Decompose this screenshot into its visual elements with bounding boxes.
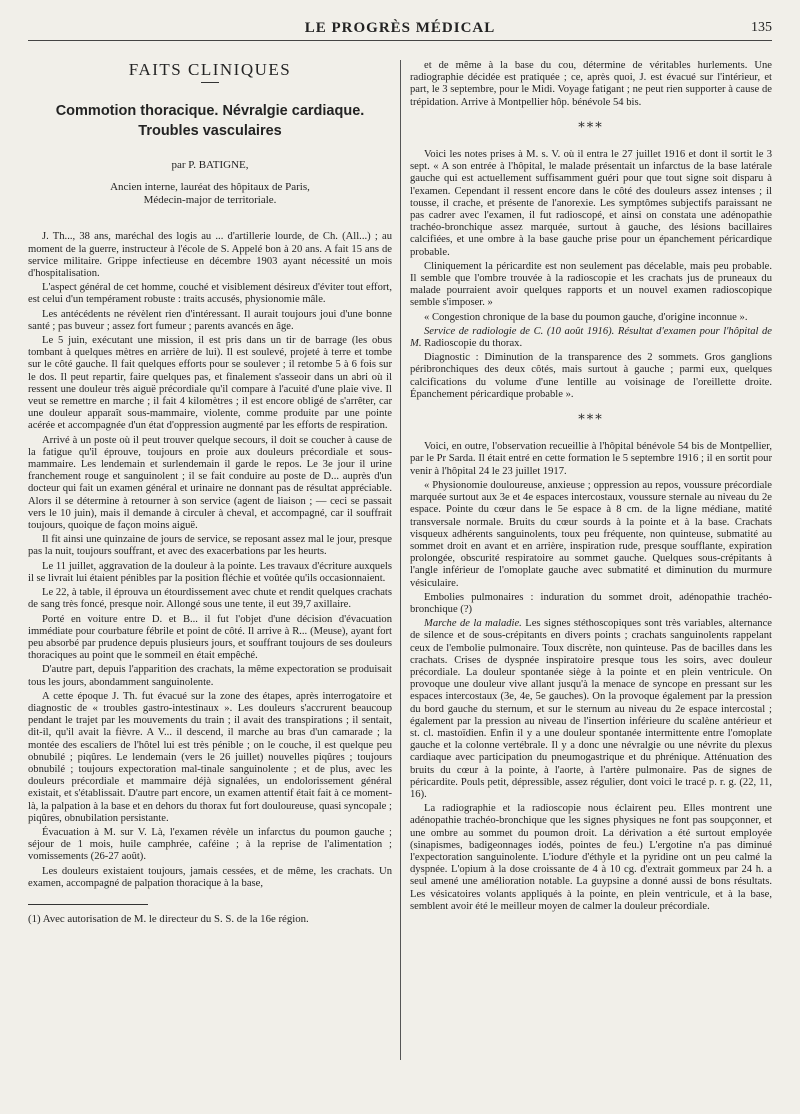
paragraph: Les antécédents ne révèlent rien d'intéressant. Il aurait toujours joui d'une bonne santé ; pas buveur ; assez fort fumeur ; parents avancés en âge. <box>28 308 392 332</box>
affiliation-line: Ancien interne, lauréat des hôpitaux de Paris, <box>110 181 310 194</box>
left-body <box>28 231 392 890</box>
paragraph: Il fit ainsi une quinzaine de jours de service, se reposant assez mal le jour, presque pas la nuit, toujours souffrant, et avec des exacerbations par les heurts. <box>28 534 392 558</box>
radiology-heading: Service de radiologie de C. (10 août 1916). Résultat d'examen pour l'hôpital de M. <box>410 325 772 350</box>
paragraph: Arrivé à un poste où il peut trouver quelque secours, il doit se coucher à cause de la fatigue qu'il éprouve, toujours en proie aux douleurs précordiale et sous-mammaire. Les lendemain et surlendemain il garde le repos. Le 3e jour il urine franchement rouge et sanguinolent ; il se fait conduire au poste de D... auprès d'un docteur qui fait un examen général et urinaire ne donnant pas de résultat appréciable. Alors il se détermine à retourner à son service (agent de liaison ; — ceci se passait vers le 10 juin), mais il demande à circuler à cheval, et accompagné, car il souffrait toujours, quoique de façon moins aiguë. <box>28 434 392 532</box>
paragraph: La radiographie et la radioscopie nous éclairent peu. Elles montrent une adénopathie trachéo-bronchique que les signes physiques ne font pas soupçonner, et une ombre au sommet du poumon droit. La dérivation a été surtout employée (sinapismes, badigeonnages iodés, pointes de feu.) L'ergotine n'a pas diminué l'expectoration sanguinolente. L'iodure d'éthyle et la pyridine ont un peu calmé la dyspnée. L'opium à la dose croissante de 4 à 10 cg. d'extrait gommeux par 24 h. a seul amené une amélioration notable. La guypsine a donné aussi de bons résultats. Les vésicatoires volants appliqués à la pointe, en plein ventricule, et à la base, semblent avoir été le meilleur moyen de calmer la douleur précordiale. <box>410 803 772 912</box>
paragraph: « Congestion chronique de la base du poumon gauche, d'origine inconnue ». <box>424 311 748 323</box>
article-title-line: Commotion thoracique. Névralgie cardiaque. <box>55 103 365 120</box>
paragraph: Les douleurs existaient toujours, jamais cessées, et de même, les crachats. Un examen, accompagné de palpation thoracique à la base, <box>28 865 392 889</box>
paragraph: Cliniquement la péricardite est non seulement pas décelable, mais peu probable. Il semble que l'ombre trouvée à la radioscopie et les crachats jus de pruneaux du malade pourraient avoir quelques rapports et un nouvel examen radioscopique semble s'imposer. » <box>410 260 772 309</box>
paragraph: Voici, en outre, l'observation recueillie à l'hôpital bénévole 54 bis de Montpellier, par le Pr Sarda. Il était entré en cette formation le 5 septembre 1916 ; il en sortit pour venir à l'hôpital 24 le 23 juillet 1917. <box>410 441 772 477</box>
marche-heading: Marche de la maladie. <box>424 618 522 630</box>
paragraph: Porté en voiture entre D. et B... il fut l'objet d'une décision d'évacuation immédiate pour courbature fébrile et point de côté. Il arrive à R... (Meuse), ayant fort peu absorbé par prudence depuis plusieurs jours, et souffrant toujours de ses douleurs thoraciques au point que le sommeil en était empêché. <box>28 613 392 662</box>
section-title: FAITS CLINIQUES <box>128 60 292 79</box>
paragraph <box>410 326 772 350</box>
article-title <box>28 101 392 141</box>
paragraph: Voici les notes prises à M. s. V. où il entra le 27 juillet 1916 et dont il sortit le 3 sept. « A son entrée à l'hôpital, le malade présentait un infarctus de la base latérale gauche qui est actuellement suffisamment guéri pour que tout signe soit disparu à l'examen. Cependant il ressent encore dans le côté des douleurs assez intenses ; il tousse, il crache, et présente de l'anorexie. Les symptômes subjectifs paraissant ne pas cadrer avec l'examen, il fut radioscopé, et ainsi on constata une adénopathie trachéo-bronchique assez marquée, surtout à gauche, des lésions bacillaires calcifiées, et une ombre à la base gauche prise pour un épanchement péricardique probable. <box>410 149 772 258</box>
affiliation-line: Médecin-major de territoriale. <box>143 194 277 207</box>
paragraph: L'aspect général de cet homme, couché et visiblement désireux d'éviter tout effort, est celui d'un tempérament robuste : traits accusés, physionomie mâle. <box>28 282 392 306</box>
paragraph: A cette époque J. Th. fut évacué sur la zone des étapes, après interrogatoire et diagnostic de « troubles gastro-intestinaux ». Les douleurs s'accrurent beaucoup pendant le trajet par les mouvements du train ; il avait des transpirations ; il sentait, dit-il, qu'il avait la fièvre. A V... il descend, il marche au bras d'un camarade ; la montée des escaliers de l'hôtel lui est très pénible ; on le couche, il est quelque peu obnubilé ; piqûres. Le lendemain (vers le 26 juillet) nouvelles piqûres ; toujours obnubilé ; toujours expectoration mal-tinale sanguinolente ; et de plus, avec les douleurs précordiale et mammaire déjà signalées, un endolorissement général existait, et s'établissait. D'autre part encore, un examen attentif était fait à ce moment-là, la palpation à la base et en dehors du thorax fut fort douloureuse, quasi syncopale ; piqûres, obnubilation persistante. <box>28 690 392 824</box>
paragraph: et de même à la base du cou, détermine de véritables hurlements. Une radiographie décidée est pratiquée ; ce, après quoi, J. est évacué sur l'intérieur, et part, le 3 septembre, pour le Midi. Voyage fatigant ; ne peut rien supporter à cause de trépidation. Arrive à Montpellier hôp. bénévole 54 bis. <box>410 60 772 108</box>
paragraph: Évacuation à M. sur V. Là, l'examen révèle un infarctus du poumon gauche ; séjour de 1 mois, huile camphrée, caféine ; à la reprise de l'alimentation ; vomissements (26-27 août). <box>28 826 392 863</box>
section-separator-stars: ⁎⁎⁎ <box>578 407 604 423</box>
footnote: (1) Avec autorisation de M. le directeur du S. S. de la 16e région. <box>28 912 309 925</box>
paragraph: « Physionomie douloureuse, anxieuse ; oppression au repos, voussure précordiale marquée surtout aux 3e et 4e espaces intercostaux, voussure sternale au niveau du 2e espace. Pointe du cœur dans le 5e espace à 8 cm. de la ligne médiane, matité transversale normale. Bruits du cœur sourds à la pointe et à la base. Crachats visqueux adhérents sanguinolents, toux peu fréquente, non quinteuse, submatité au sommet droit en avant et en arrière, inspiration rude, presque soufflante, expiration prolongée, obscurité respiratoire au sommet gauche. Quelques sous-crépitants à l'angle inférieur de l'omoplate gauche avec submatité et diminution du murmure vésiculaire. <box>410 479 772 589</box>
paragraph: Le 22, à table, il éprouva un étourdissement avec chute et rendit quelques crachats de sang très foncé, presque noir. Allongé sous une tente, il eut 39,7 axillaire. <box>28 587 392 611</box>
footnote-rule <box>28 904 148 905</box>
paragraph: J. Th..., 38 ans, maréchal des logis au ... d'artillerie lourde, de Ch. (All...) ; au moment de la guerre, instructeur à l'école de S. Appelé bon à 20 ans. A fait 15 ans de service militaire. Grippe infectieuse en décembre 1903 ayant nécessité un mois d'hospitalisation. <box>28 231 392 280</box>
left-column <box>28 60 392 1080</box>
paragraph: D'autre part, depuis l'apparition des crachats, la même expectoration se produisait tous les jours, abondamment sanguinolente. <box>28 664 392 688</box>
right-column <box>410 60 772 1080</box>
paragraph <box>410 618 772 801</box>
paragraph: Le 11 juillet, aggravation de la douleur à la pointe. Les travaux d'écriture auxquels il se livrait lui étaient pénibles par la position fléchie et voûtée qu'ils occasionnaient. <box>28 560 392 584</box>
radiology-text: Radioscopie du thorax. <box>421 338 523 350</box>
article-subtitle: Troubles vasculaires <box>138 123 282 140</box>
page-number: 135 <box>751 20 772 35</box>
author-affiliation <box>28 181 392 207</box>
paragraph: Le 5 juin, exécutant une mission, il est pris dans un tir de barrage (les obus tombant à quelques mètres en arrière de lui). Il est soulevé, projeté à terre et tombe sur le côté gauche. Il fait quelques efforts pour se soulever ; il retombe 5 à 6 fois sur le dos. Il peut repartir, faire quelques pas, et finalement s'asseoir dans un abri où il ressent une douleur très aiguë précordiale qu'il compare à l'acuité d'une plaie vive. Il veut se remettre en marche ; il fait 4 kilomètres ; il est encore obligé de s'arrêter, car une douleur apparaît sous-mammaire, violente, comme produite par une pointe acérée et accompagnée d'un état d'oppression augmenté par les efforts de respiration. <box>28 335 392 432</box>
journal-title: LE PROGRÈS MÉDICAL <box>304 20 496 36</box>
page-header <box>28 18 772 41</box>
marche-text: Les signes stéthoscopiques sont très variables, alternance de silence et de sous-crépitants en divers points ; crachats sanguinolents rappelant ceux de l'embolie pulmonaire. Toux discrète, non quinteuse. Pas de bacilles dans les crachats. Crises de dyspnée inspiratoire presque tous les soirs, avec douleur précordiale. La douleur spontanée siège à la pointe et en plein ventricule. On provoque une douleur vive allant jusqu'à la menace de syncope en pressant sur les espaces intercostaux (3e, 4e, 5e gauches). On la provoque également par la pression du bord gauche du sternum, et sur le sternum au niveau du 2e espace intercostal ; également par la pression au niveau de l'insertion inférieure du scalène antérieur et st. cl. mastoïdien. Enfin il y a une douleur spontanée intermittente entre l'omoplate gauche et la colonne vertébrale. Il y a donc une névralgie ou une névrite du plexus cardiaque avec participation du pneumogastrique et du phrénique. Atténuation des bruits du cœur à la pointe, à l'aorte, à l'artère pulmonaire. Pas de signes de péricardite. Pouls petit, dépressible, assez régulier, dont voici le tracé p. r. g. (22, 11, 16). <box>410 618 772 800</box>
title-rule <box>201 82 219 83</box>
section-separator-stars: ⁎⁎⁎ <box>578 114 604 130</box>
column-divider <box>400 60 401 1060</box>
author-byline: par P. BATIGNE, <box>171 159 249 172</box>
paragraph: Embolies pulmonaires : induration du sommet droit, adénopathie trachéo-bronchique (?) <box>410 591 772 615</box>
paragraph: Diagnostic : Diminution de la transparence des 2 sommets. Gros ganglions péribronchiques des deux côtés, mais surtout à gauche ; parmi eux, quelques calcifications du volume d'une lentille au voisinage de l'oreillette droite. Épanchement péricardique probable ». <box>410 352 772 400</box>
